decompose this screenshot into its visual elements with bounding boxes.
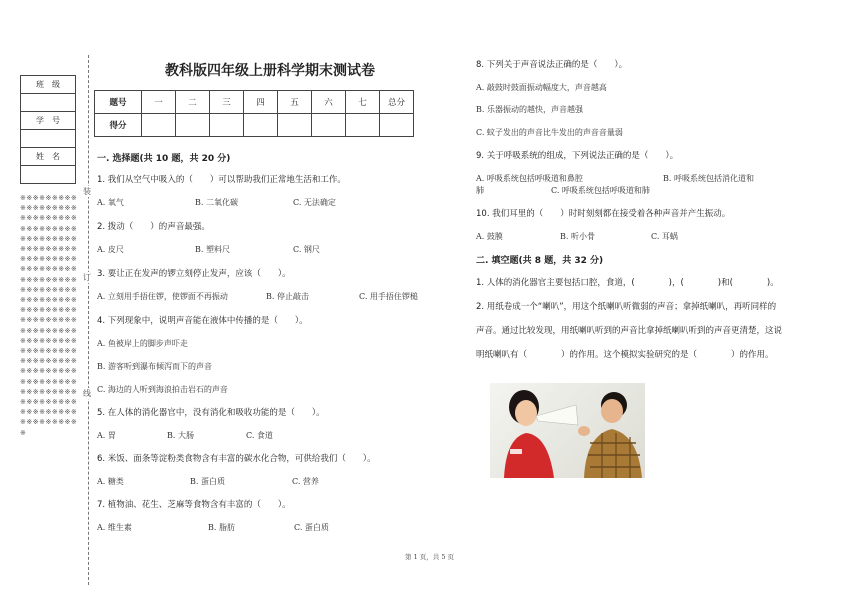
- score-cell[interactable]: [278, 114, 312, 137]
- score-header-label: 题号: [95, 91, 142, 114]
- option: B. 二氧化碳: [195, 198, 238, 207]
- score-col: 总分: [380, 91, 414, 114]
- question-1: 1. 我们从空气中吸入的（ ）可以帮助我们正常地生活和工作。: [97, 175, 346, 185]
- option: A. 皮尺: [97, 245, 124, 254]
- score-col: 三: [210, 91, 244, 114]
- score-col: 五: [278, 91, 312, 114]
- score-col: 七: [346, 91, 380, 114]
- score-col: 二: [176, 91, 210, 114]
- option: C. 营养: [292, 477, 319, 486]
- student-info-box: [20, 75, 76, 184]
- fill-question-2-line2: 声音。通过比较发现，用纸喇叭听到的声音比拿掉纸喇叭听到的声音更清楚，这说: [476, 326, 783, 336]
- score-cell[interactable]: [380, 114, 414, 137]
- option: A. 糖类: [97, 477, 124, 486]
- question-2: 2. 拨动（ ）的声音最强。: [97, 222, 210, 232]
- name-label: 姓 名: [21, 148, 76, 166]
- option: C. 呼吸系统包括呼吸道和肺: [551, 186, 650, 195]
- question-3: 3. 要让正在发声的锣立刻停止发声，应该（ ）。: [97, 269, 291, 279]
- option: A. 氧气: [97, 198, 124, 207]
- score-col: 六: [312, 91, 346, 114]
- option: B. 听小骨: [560, 232, 595, 241]
- option: C. 用手捂住锣槌: [359, 292, 418, 301]
- option: C. 蚊子发出的声音比牛发出的声音音量弱: [476, 128, 623, 137]
- score-cell[interactable]: [312, 114, 346, 137]
- score-col: 一: [142, 91, 176, 114]
- question-7: 7. 植物油、花生、芝麻等食物含有丰富的（ ）。: [97, 500, 291, 510]
- question-9: 9. 关于呼吸系统的组成，下列说法正确的是（ ）。: [476, 151, 679, 161]
- option: A. 胃: [97, 431, 116, 440]
- option: A. 敲鼓时鼓面振动幅度大，声音越高: [476, 83, 607, 92]
- option: C. 海边的人听到海浪拍击岩石的声音: [97, 385, 228, 394]
- option: A. 立刻用手捂住锣，使锣面不再振动: [97, 292, 228, 301]
- name-field[interactable]: [21, 166, 76, 184]
- binding-label-zhuang: 装: [83, 187, 91, 196]
- question-8: 8. 下列关于声音说法正确的是（ ）。: [476, 60, 628, 70]
- fill-question-1: 1. 人体的消化器官主要包括口腔，食道，( )，( )和( )。: [476, 278, 779, 288]
- page-title: 教科版四年级上册科学期末测试卷: [165, 63, 375, 79]
- question-4: 4. 下列现象中，说明声音能在液体中传播的是（ ）。: [97, 316, 308, 326]
- option: B. 呼吸系统包括消化道和: [663, 174, 754, 183]
- option: B. 脂肪: [208, 523, 235, 532]
- score-row-label: 得分: [95, 114, 142, 137]
- student-id-label: 学 号: [21, 112, 76, 130]
- fill-question-2-line1: 2. 用纸卷成一个“喇叭”，用这个纸喇叭听微弱的声音；拿掉纸喇叭，再听同样的: [476, 302, 777, 312]
- student-id-field[interactable]: [21, 130, 76, 148]
- class-field[interactable]: [21, 94, 76, 112]
- score-cell[interactable]: [176, 114, 210, 137]
- score-cell[interactable]: [210, 114, 244, 137]
- option: C. 钢尺: [293, 245, 320, 254]
- children-paper-trumpet-photo: [490, 383, 645, 478]
- option: C. 无法确定: [293, 198, 336, 207]
- option: B. 乐器振动的越快，声音越强: [476, 105, 583, 114]
- score-table: [94, 90, 414, 137]
- question-5: 5. 在人体的消化器官中，没有消化和吸收功能的是（ ）。: [97, 408, 325, 418]
- option: C. 蛋白质: [294, 523, 329, 532]
- option: A. 维生素: [97, 523, 132, 532]
- class-label: 班 级: [21, 76, 76, 94]
- binding-label-ding: 订: [83, 273, 91, 282]
- fill-question-2-line3: 明纸喇叭有（ ）的作用。这个模拟实验研究的是（ ）的作用。: [476, 350, 774, 360]
- option: A. 鼓膜: [476, 232, 503, 241]
- option: B. 游客听到瀑布倾泻而下的声音: [97, 362, 212, 371]
- option: B. 停止敲击: [266, 292, 309, 301]
- section2-heading: 二. 填空题(共 8 题，共 32 分): [476, 256, 604, 266]
- page-number: 第 1 页，共 5 页: [405, 553, 455, 561]
- option: C. 耳蜗: [651, 232, 678, 241]
- binding-line: [88, 55, 89, 585]
- question-10: 10. 我们耳里的（ ）时时刻刻都在接受着各种声音并产生振动。: [476, 209, 731, 219]
- score-col: 四: [244, 91, 278, 114]
- option: B. 塑料尺: [195, 245, 230, 254]
- seal-pattern: ※※※※※※※※※※※※※※※※※※※※※※※※※※※※※※※※※※※※※※※※※※※※※※※※※※※※※※※※※※※※※※※※※※※※※※※※※※※※※※※※※※※※※※※※※※※※※※※※※※※※※※※※※※※※※※※※※※※※※※※※※※※※※※※※※※※※※※※※※※※※※※※※※※※※※※※※※※※※※※※※※※※※※※※※※※※※※※※※※※※※※※※※※※※※※※※※※※※※※※※※※※※※※※※※: [20, 194, 78, 437]
- section1-heading: 一. 选择题(共 10 题，共 20 分): [97, 154, 231, 164]
- binding-label-xian: 线: [83, 389, 91, 398]
- score-cell[interactable]: [244, 114, 278, 137]
- option: A. 呼吸系统包括呼吸道和鼻腔: [476, 174, 583, 183]
- option: A. 鱼被岸上的脚步声吓走: [97, 339, 188, 348]
- option: 肺: [476, 186, 484, 195]
- question-6: 6. 米饭、面条等淀粉类食物含有丰富的碳水化合物，可供给我们（ ）。: [97, 454, 376, 464]
- option: B. 蛋白质: [190, 477, 225, 486]
- option: C. 食道: [246, 431, 273, 440]
- score-cell[interactable]: [142, 114, 176, 137]
- score-cell[interactable]: [346, 114, 380, 137]
- option: B. 大肠: [167, 431, 194, 440]
